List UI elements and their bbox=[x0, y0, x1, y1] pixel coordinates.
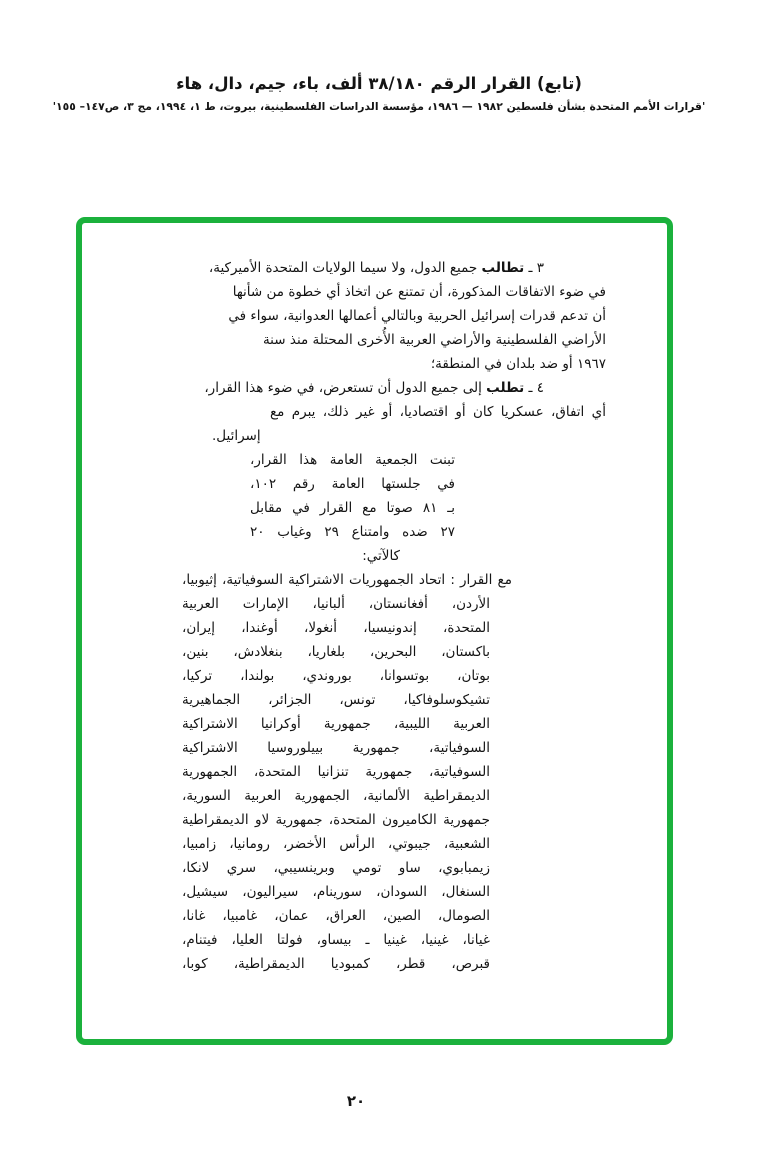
clause-text: جميع الدول، ولا سيما الولايات المتحدة الأميركية، bbox=[208, 260, 482, 276]
country-line: زيمبابوي، ساو تومي وبرينسيبي، سري لانكا، bbox=[182, 860, 490, 876]
country-line: الأردن، أفغانستان، ألبانيا، الإمارات العربية bbox=[182, 596, 490, 612]
vote-label-line bbox=[182, 568, 512, 592]
country-line: الديمقراطية الألمانية، الجمهورية العربية السورية، bbox=[182, 788, 490, 804]
clause-3-body bbox=[228, 280, 606, 352]
country-line: تشيكوسلوفاكيا، تونس، الجزائر، الجماهيرية bbox=[182, 692, 490, 708]
clause-text: إلى جميع الدول أن تستعرض، في ضوء هذا القرار، bbox=[204, 380, 487, 396]
clause-number: ٣ ـ bbox=[524, 260, 544, 276]
country-line: الشعبية، جيبوتي، الرأس الأخضر، رومانيا، زامبيا، bbox=[182, 836, 490, 852]
clause-verb-bold: تطلب bbox=[486, 380, 525, 396]
vote-country-lines bbox=[182, 592, 512, 976]
country-line: العربية الليبية، جمهورية أوكرانيا الاشتراكية bbox=[182, 716, 490, 732]
country-line: السوفياتية، جمهورية تنزانيا المتحدة، الجمهورية bbox=[182, 764, 490, 780]
country-line: باكستان، البحرين، بلغاريا، بنغلادش، بنين، bbox=[182, 644, 490, 660]
clause-4-body bbox=[270, 400, 606, 424]
country-line: قبرص، قطر، كمبوديا الديمقراطية، كوبا، bbox=[182, 956, 490, 972]
country-line: السنغال، السودان، سورينام، سيراليون، سيشيل، bbox=[182, 884, 490, 900]
text-line: الأراضي الفلسطينية والأراضي العربية الأُخرى المحتلة منذ سنة bbox=[262, 332, 606, 348]
vote-first-countries: اتحاد الجمهوريات الاشتراكية السوفياتية، إثيوبيا، bbox=[182, 572, 446, 588]
clause-3 bbox=[208, 256, 606, 376]
page-header bbox=[0, 74, 758, 113]
clause-4-tail-word: إسرائيل. bbox=[212, 428, 261, 444]
text-line: أن تدعم قدرات إسرائيل الحربية وبالتالي أعمالها العدوانية، سواء في bbox=[228, 308, 606, 324]
header-source: 'قرارات الأمم المتحدة بشأن فلسطين ١٩٨٢ — ١٩٨٦، مؤسسة الدراسات الفلسطينية، بيروت، ط ١، ١٩٩٤، مج ٣، ص١٤٧– ١٥٥' bbox=[52, 100, 706, 113]
clause-4-first-line bbox=[204, 376, 606, 400]
adoption-stats-lines bbox=[250, 448, 455, 544]
clause-3-last-line: ١٩٦٧ أو ضد بلدان في المنطقة؛ bbox=[430, 356, 606, 372]
clause-4 bbox=[204, 376, 606, 448]
stats-line: بـ ٨١ صوتا مع القرار في مقابل bbox=[250, 500, 456, 516]
vote-label: مع القرار : bbox=[445, 572, 512, 588]
clause-3-first-line bbox=[208, 256, 606, 280]
clause-verb-bold: تطالب bbox=[481, 260, 525, 276]
text-line: في ضوء الاتفاقات المذكورة، أن تمتنع عن اتخاذ أي خطوة من شأنها bbox=[232, 284, 606, 300]
stats-line: ٢٧ ضده وامتناع ٢٩ وغياب ٢٠ bbox=[250, 524, 455, 540]
country-line: المتحدة، إندونيسيا، أنغولا، أوغندا، إيران، bbox=[182, 620, 490, 636]
text-line: أي اتفاق، عسكريا كان أو اقتصاديا، أو غير ذلك، يبرم مع bbox=[270, 404, 606, 420]
as-follows-line: كالآتي: bbox=[362, 548, 400, 564]
stats-line: تبنت الجمعية العامة هذا القرار، bbox=[250, 452, 455, 468]
header-title: (تابع) القرار الرقم ٣٨/١٨٠ ألف، باء، جيم، دال، هاء bbox=[176, 74, 582, 93]
country-line: غيانا، غينيا، غينيا ـ بيساو، فولتا العليا، فيتنام، bbox=[182, 932, 490, 948]
vote-for-list bbox=[182, 568, 512, 976]
stats-line: في جلستها العامة رقم ١٠٢، bbox=[250, 476, 455, 492]
clause-number: ٤ ـ bbox=[524, 380, 544, 396]
country-line: الصومال، الصين، العراق، عمان، غامبيا، غانا، bbox=[182, 908, 490, 924]
country-line: جمهورية الكاميرون المتحدة، جمهورية لاو الديمقراطية bbox=[182, 812, 490, 828]
adoption-stats bbox=[250, 448, 455, 568]
resolution-box bbox=[76, 217, 673, 1045]
page-number: ٢٠ bbox=[346, 1092, 366, 1110]
country-line: السوفياتية، جمهورية بييلوروسيا الاشتراكية bbox=[182, 740, 490, 756]
country-line: بوتان، بوتسوانا، بوروندي، بولندا، تركيا، bbox=[182, 668, 490, 684]
